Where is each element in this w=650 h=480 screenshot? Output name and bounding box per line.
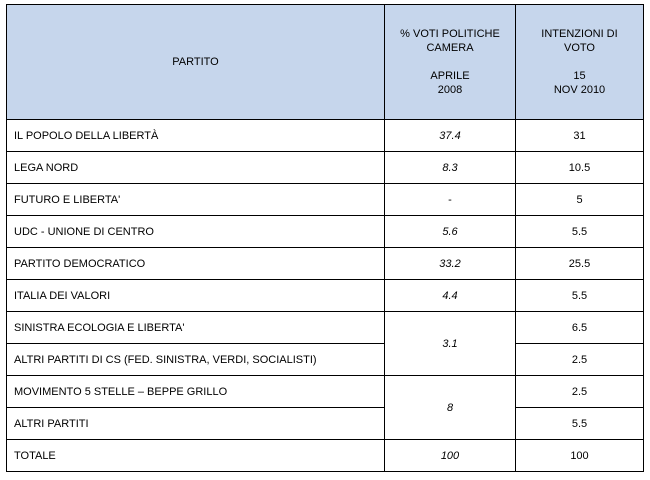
header-row [7, 5, 644, 120]
intent-2010-value: 2.5 [516, 344, 644, 376]
intent-2010-value: 100 [516, 440, 644, 472]
table-row [7, 152, 644, 184]
table-row [7, 376, 644, 408]
party-name: LEGA NORD [7, 152, 385, 184]
table-row [7, 344, 644, 376]
table-row [7, 280, 644, 312]
intent-2010-value: 10.5 [516, 152, 644, 184]
votes-2008-value-merged: 8 [385, 376, 516, 440]
party-name: PARTITO DEMOCRATICO [7, 248, 385, 280]
votes-2008-value: 4.4 [385, 280, 516, 312]
header-votes-line2: CAMERA [426, 42, 474, 54]
header-votes-line3: APRILE [430, 70, 470, 82]
party-name: FUTURO E LIBERTA' [7, 184, 385, 216]
votes-2008-value: - [385, 184, 516, 216]
party-name: UDC - UNIONE DI CENTRO [7, 216, 385, 248]
header-votes-line1: % VOTI POLITICHE [400, 28, 500, 40]
votes-2008-value: 33.2 [385, 248, 516, 280]
party-name: ALTRI PARTITI DI CS (FED. SINISTRA, VERDI, SOCIALISTI) [7, 344, 385, 376]
header-intentions-2010 [516, 5, 644, 120]
table-row [7, 248, 644, 280]
votes-2008-value: 8.3 [385, 152, 516, 184]
table-row [7, 120, 644, 152]
votes-2008-value: 100 [385, 440, 516, 472]
table-row-total [7, 440, 644, 472]
header-votes-line4: 2008 [437, 84, 463, 96]
party-name: TOTALE [7, 440, 385, 472]
header-intent-line4: NOV 2010 [553, 84, 606, 96]
table-row [7, 184, 644, 216]
party-name: SINISTRA ECOLOGIA E LIBERTA' [7, 312, 385, 344]
header-intent-line3: 15 [573, 70, 586, 82]
intent-2010-value: 31 [516, 120, 644, 152]
intent-2010-value: 5.5 [516, 408, 644, 440]
intent-2010-value: 5.5 [516, 216, 644, 248]
poll-table [6, 4, 644, 472]
intent-2010-value: 25.5 [516, 248, 644, 280]
table-row [7, 216, 644, 248]
intent-2010-value: 2.5 [516, 376, 644, 408]
intent-2010-value: 5.5 [516, 280, 644, 312]
votes-2008-value-merged: 3.1 [385, 312, 516, 376]
table-row [7, 408, 644, 440]
party-name: ITALIA DEI VALORI [7, 280, 385, 312]
party-name: MOVIMENTO 5 STELLE – BEPPE GRILLO [7, 376, 385, 408]
header-votes-2008 [385, 5, 516, 120]
header-intent-line2: VOTO [564, 42, 595, 54]
party-name: ALTRI PARTITI [7, 408, 385, 440]
votes-2008-value: 37.4 [385, 120, 516, 152]
party-name: IL POPOLO DELLA LIBERTÀ [7, 120, 385, 152]
header-intent-line1: INTENZIONI DI [541, 28, 618, 40]
table-row [7, 312, 644, 344]
poll-table-container [6, 4, 644, 472]
intent-2010-value: 5 [516, 184, 644, 216]
votes-2008-value: 5.6 [385, 216, 516, 248]
intent-2010-value: 6.5 [516, 312, 644, 344]
header-party: PARTITO [7, 5, 385, 120]
